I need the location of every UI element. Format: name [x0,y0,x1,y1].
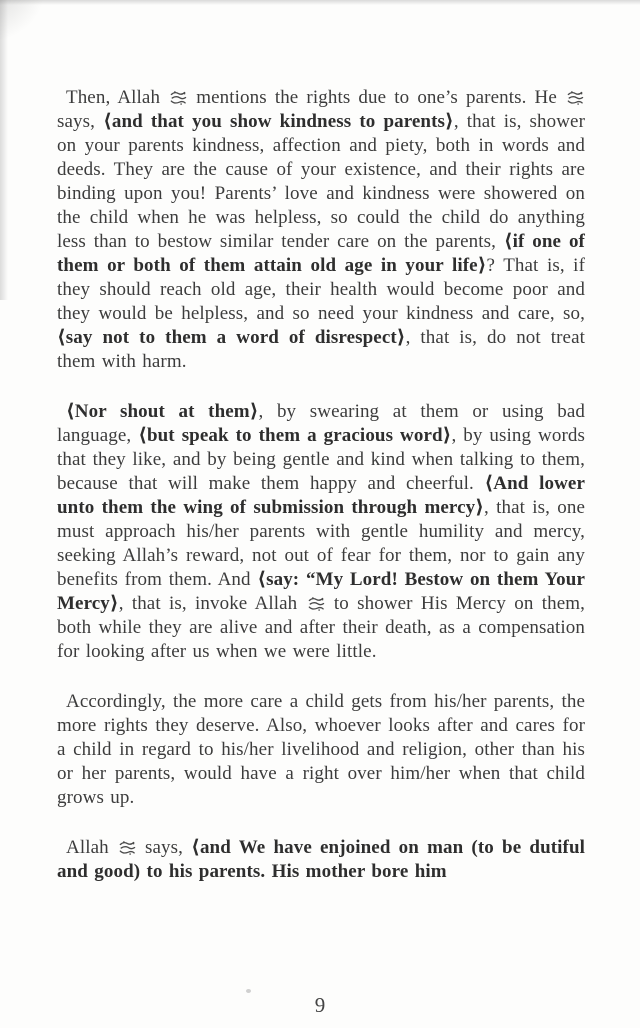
page-number: 9 [314,993,326,1017]
quran-quote: ⟨if one of them or both of them attain old age in your life⟩ [57,231,585,276]
text-run: mentions the rights due to one’s parents. He [188,87,565,108]
page-body [57,86,585,910]
text-run: to shower His Mercy on them, both while they are alive and after their death, as a compensation for looking after us when we were little. [57,593,585,662]
quran-quote: ⟨and that you show kindness to parents⟩ [103,111,454,132]
scan-edge-top-artifact [0,0,640,5]
scan-edge-left-artifact [0,0,8,300]
paragraph [57,86,585,374]
paragraph [57,836,585,884]
text-run: says, [57,111,104,132]
text-run: , by swearing at them or using bad language, [57,401,585,446]
paragraph [57,400,585,664]
quran-quote: ⟨say: “My Lord! Bestow on them Your Mercy⟩ [57,569,585,614]
text-run: , that is, shower on your parents kindness, affection and piety, both in words and deeds. They are the cause of your existence, and their rights are binding upon you! Parents’ love and kindness were showered on the child when he was helpless, so could the child do anything less than to bestow similar tender care on the parents, [57,111,585,252]
allah-honorific-icon [566,90,584,106]
allah-honorific-icon [169,90,187,106]
text-run: ? That is, if they should reach old age, their health would become poor and they would be helpless, and so need your kindness and care, so, [57,255,585,324]
quran-quote: ⟨And lower unto them the wing of submission through mercy⟩ [57,473,585,518]
text-run: , that is, one must approach his/her parents with gentle humility and mercy, seeking Allah’s reward, not out of fear for them, nor to gain any benefits from them. And [57,497,585,590]
text-run: , that is, invoke Allah [118,593,306,614]
quran-quote: ⟨say not to them a word of disrespect⟩ [57,327,406,348]
text-run: Allah [66,837,117,858]
scan-corner-smudge-artifact [0,0,46,43]
text-run: Accordingly, the more care a child gets from his/her parents, the more rights they deserve. Also, whoever looks after and cares for a child in regard to his/her livelihood and religion, other than his or her parents, would have a right over him/her when that child grows up. [57,691,585,808]
text-run: , that is, do not treat them with harm. [57,327,586,372]
quran-quote: ⟨and We have enjoined on man (to be dutiful and good) to his parents. His mother bore him [57,837,586,882]
text-run: Then, Allah [66,87,169,108]
text-run: , by using words that they like, and by being gentle and kind when talking to them, because that will make them happy and cheerful. [57,425,585,494]
quran-quote: ⟨Nor shout at them⟩ [66,401,259,422]
quran-quote: ⟨but speak to them a gracious word⟩ [138,425,452,446]
allah-honorific-icon [118,840,136,856]
paragraph [57,690,585,810]
text-run: says, [136,837,192,858]
allah-honorific-icon [307,596,325,612]
